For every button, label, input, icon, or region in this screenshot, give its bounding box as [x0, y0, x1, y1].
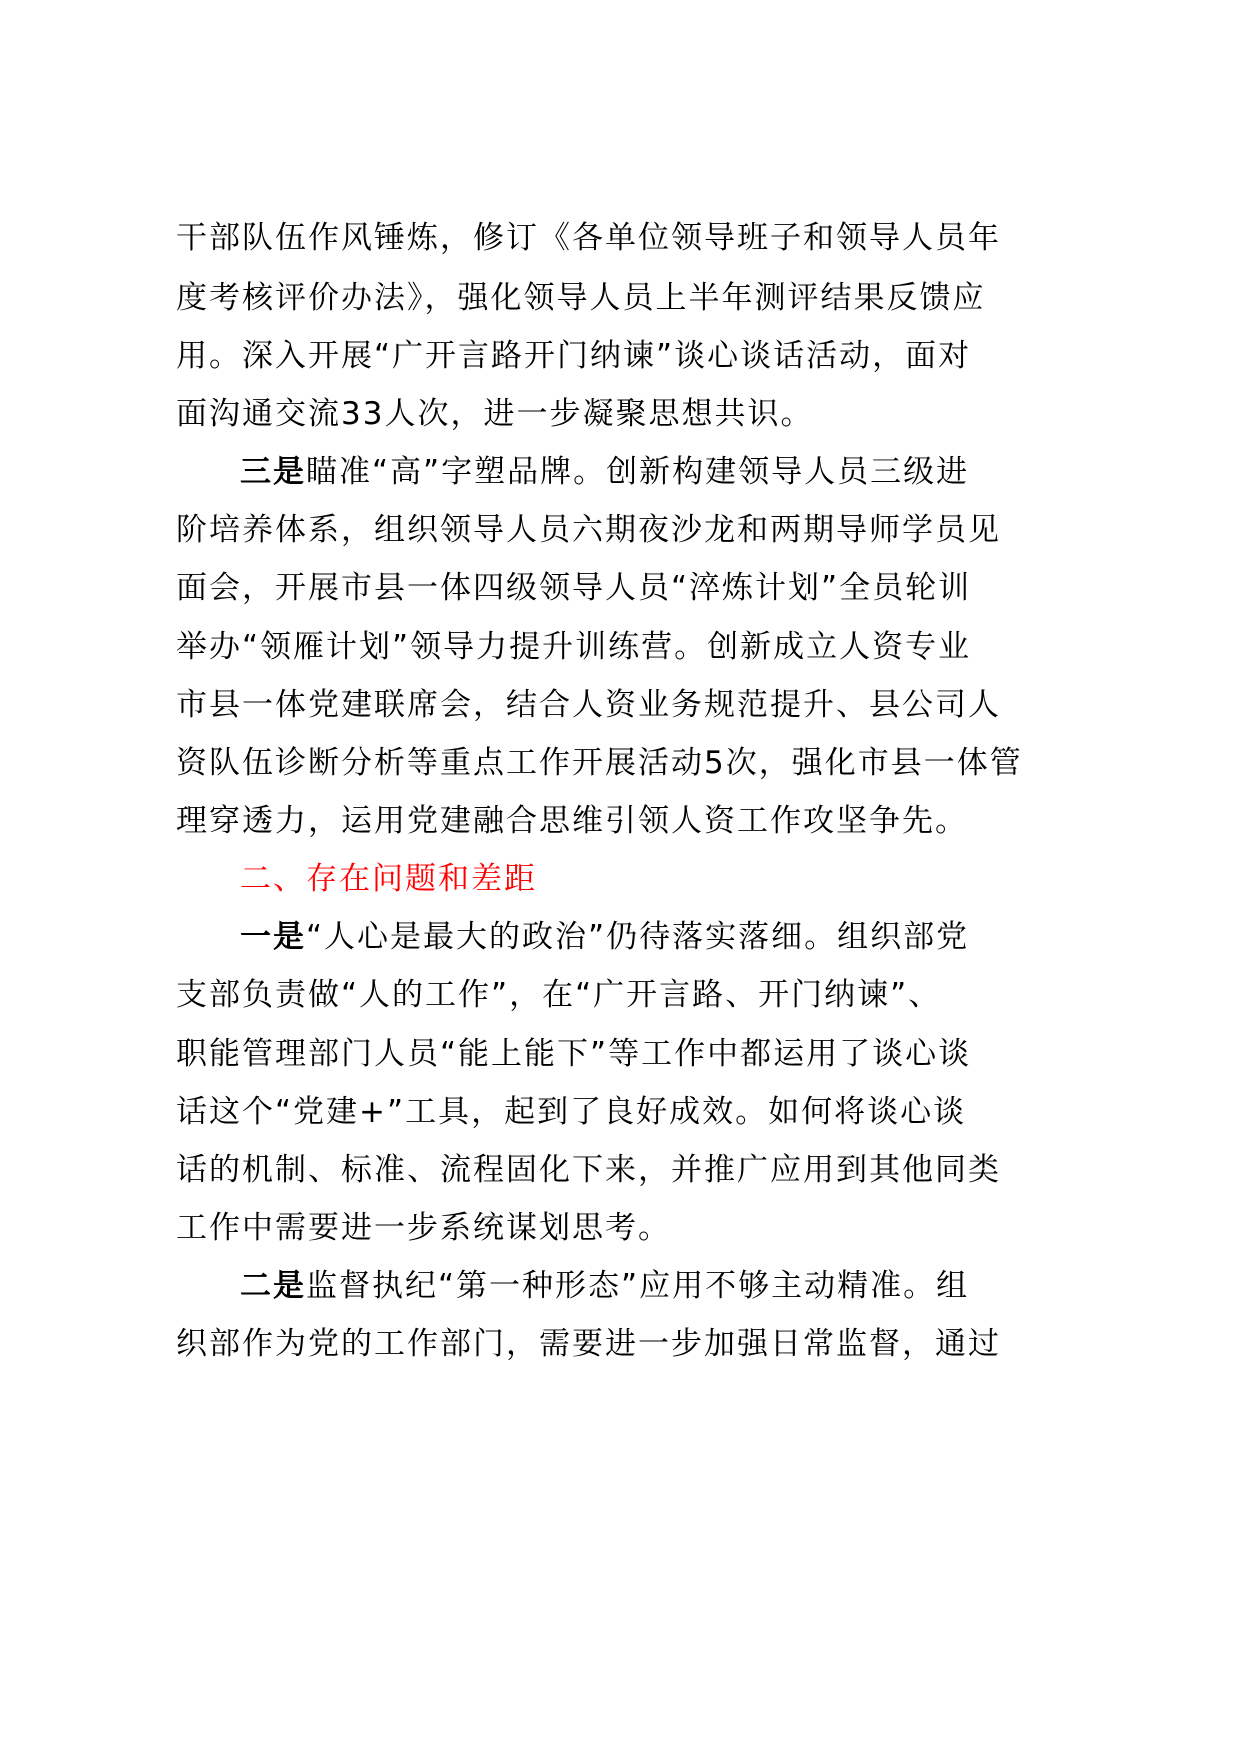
paragraph-lead: 二是: [240, 1268, 306, 1304]
paragraph-line: 支部负责做“人的工作”，在“广开言路、开门纳谏”、: [176, 977, 942, 1013]
paragraph-text: “人心是最大的政治”仍待落实落细。组织部党: [306, 919, 970, 955]
paragraph-text: 瞄准“高”字塑品牌。创新构建领导人员三级进: [306, 454, 970, 490]
paragraph-line: 工作中需要进一步系统谋划思考。: [176, 1210, 671, 1246]
paragraph-text: 监督执纪“第一种形态”应用不够主动精准。组: [306, 1268, 970, 1304]
paragraph-line: 理穿透力，运用党建融合思维引领人资工作攻坚争先。: [176, 803, 968, 839]
paragraph-line: 市县一体党建联席会，结合人资业务规范提升、县公司人: [176, 687, 1001, 723]
section-heading: 二、存在问题和差距: [240, 861, 537, 897]
paragraph-lead: 一是: [240, 919, 306, 955]
paragraph-line: 面沟通交流33人次，进一步凝聚思想共识。: [176, 396, 814, 432]
paragraph-line: 用。深入开展“广开言路开门纳谏”谈心谈话活动，面对: [176, 338, 972, 374]
paragraph-line: 话的机制、标准、流程固化下来，并推广应用到其他同类: [176, 1152, 1001, 1188]
paragraph-line: 资队伍诊断分析等重点工作开展活动5次，强化市县一体管: [176, 745, 1023, 781]
paragraph-line: 话这个“党建+”工具，起到了良好成效。如何将谈心谈: [176, 1094, 967, 1130]
paragraph-line: 织部作为党的工作部门，需要进一步加强日常监督，通过: [176, 1326, 1001, 1362]
paragraph-line: 职能管理部门人员“能上能下”等工作中都运用了谈心谈: [176, 1036, 972, 1072]
paragraph-line: 面会，开展市县一体四级领导人员“淬炼计划”全员轮训: [176, 570, 972, 606]
paragraph-line: 阶培养体系，组织领导人员六期夜沙龙和两期导师学员见: [176, 512, 1001, 548]
paragraph-first-line: [240, 452, 969, 492]
paragraph-lead: 三是: [240, 454, 306, 490]
paragraph-line: 度考核评价办法》，强化领导人员上半年测评结果反馈应: [176, 280, 986, 316]
paragraph-line: 干部队伍作风锤炼，修订《各单位领导班子和领导人员年: [176, 220, 1001, 256]
paragraph-first-line: [240, 917, 969, 957]
paragraph-first-line: [240, 1266, 969, 1306]
paragraph-line: 举办“领雁计划”领导力提升训练营。创新成立人资专业: [176, 629, 972, 665]
